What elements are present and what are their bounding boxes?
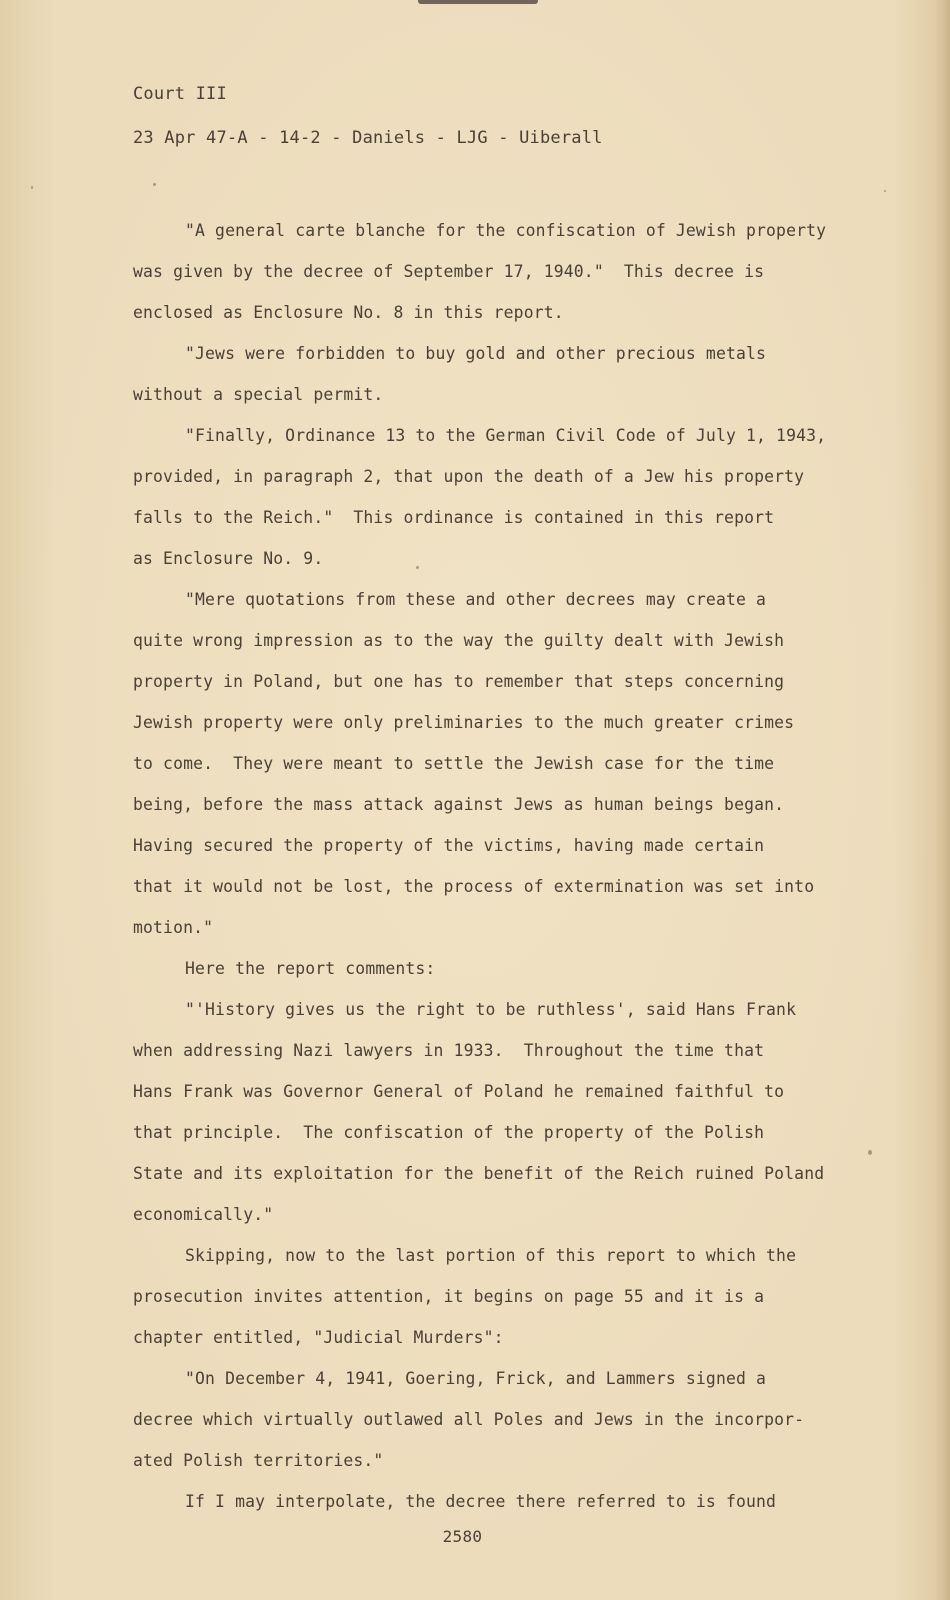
transcript-line: "'History gives us the right to be ruthless', said Hans Frank	[185, 1000, 797, 1019]
transcript-line: falls to the Reich." This ordinance is contained in this report	[133, 508, 775, 527]
transcript-line: chapter entitled, "Judicial Murders":	[133, 1328, 504, 1347]
transcript-line: that it would not be lost, the process of extermination was set into	[133, 877, 815, 896]
transcript-line: Jewish property were only preliminaries to the much greater crimes	[133, 713, 795, 732]
transcript-line: ated Polish territories."	[133, 1451, 384, 1470]
paper-speck	[31, 186, 33, 189]
transcript-line: prosecution invites attention, it begins on page 55 and it is a	[133, 1287, 765, 1306]
transcript-line: "A general carte blanche for the confiscation of Jewish property	[185, 221, 827, 240]
transcript-line: decree which virtually outlawed all Poles and Jews in the incorpor-	[133, 1410, 805, 1429]
transcript-line: Hans Frank was Governor General of Poland he remained faithful to	[133, 1082, 785, 1101]
court-header: Court III	[133, 84, 227, 104]
transcript-line: "Mere quotations from these and other decrees may create a	[185, 590, 767, 609]
session-header: 23 Apr 47-A - 14-2 - Daniels - LJG - Uiberall	[133, 128, 603, 148]
page-number: 2580	[442, 1527, 483, 1546]
transcript-line: was given by the decree of September 17, 1940." This decree is	[133, 262, 765, 281]
transcript-line: "Jews were forbidden to buy gold and other precious metals	[185, 344, 767, 363]
transcript-line: when addressing Nazi lawyers in 1933. Throughout the time that	[133, 1041, 765, 1060]
transcript-line: Here the report comments:	[185, 959, 436, 978]
binding-mark	[418, 0, 538, 4]
transcript-line: "On December 4, 1941, Goering, Frick, and Lammers signed a	[185, 1369, 767, 1388]
paper-speck	[884, 190, 886, 192]
transcript-line: provided, in paragraph 2, that upon the death of a Jew his property	[133, 467, 805, 486]
transcript-line: being, before the mass attack against Jews as human beings began.	[133, 795, 785, 814]
transcript-line: quite wrong impression as to the way the guilty dealt with Jewish	[133, 631, 785, 650]
paper-speck	[153, 183, 156, 186]
paper-speck	[868, 1150, 872, 1155]
transcript-line: economically."	[133, 1205, 274, 1224]
transcript-line: enclosed as Enclosure No. 8 in this report.	[133, 303, 564, 322]
transcript-line: property in Poland, but one has to remember that steps concerning	[133, 672, 785, 691]
transcript-line: without a special permit.	[133, 385, 384, 404]
transcript-line: Skipping, now to the last portion of this report to which the	[185, 1246, 797, 1265]
transcript-line: that principle. The confiscation of the property of the Polish	[133, 1123, 765, 1142]
transcript-body	[133, 210, 853, 1522]
transcript-line: "Finally, Ordinance 13 to the German Civil Code of July 1, 1943,	[185, 426, 827, 445]
page-edge-shadow	[936, 0, 950, 1600]
transcript-line: State and its exploitation for the benefit of the Reich ruined Poland	[133, 1164, 825, 1183]
paper-speck	[416, 566, 419, 569]
transcript-line: to come. They were meant to settle the Jewish case for the time	[133, 754, 775, 773]
transcript-line: Having secured the property of the victims, having made certain	[133, 836, 765, 855]
transcript-line: If I may interpolate, the decree there referred to is found	[185, 1492, 777, 1511]
transcript-line: motion."	[133, 918, 214, 937]
transcript-line: as Enclosure No. 9.	[133, 549, 324, 568]
